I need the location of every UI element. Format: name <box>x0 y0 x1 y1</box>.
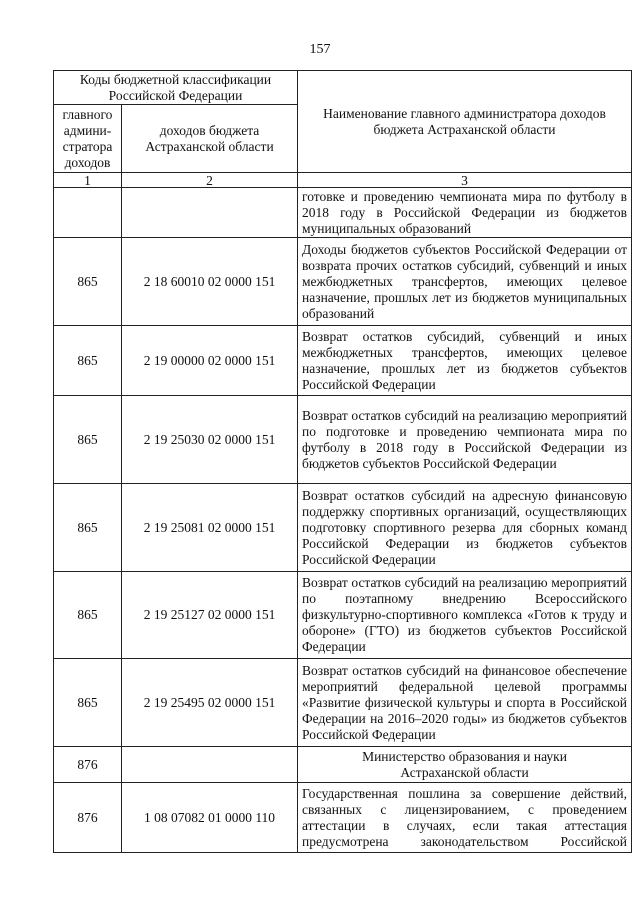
admin-code: 865 <box>54 396 122 484</box>
admin-code: 865 <box>54 572 122 659</box>
table-row <box>54 659 632 747</box>
table-row <box>54 188 632 238</box>
income-name: Доходы бюджетов субъектов Российской Федерации от возврата прочих остатков субсидий, субвенций и иных межбюджетных трансфертов, имеющих целевое назначение, прошлых лет из бюджетов муниципальных образований <box>298 238 632 326</box>
header-num-3: 3 <box>298 173 632 188</box>
page-number: 157 <box>309 42 331 57</box>
income-code: 1 08 07082 01 0000 110 <box>122 783 298 853</box>
income-name: Возврат остатков субсидий на реализацию мероприятий по поэтапному внедрению Всероссийского физкультурно-спортивного комплекса «Готов к труду и обороне» (ГТО) из бюджетов субъектов Российской Федерации <box>298 572 632 659</box>
header-num-1: 1 <box>54 173 122 188</box>
header-num-2: 2 <box>122 173 298 188</box>
admin-code: 865 <box>54 238 122 326</box>
admin-code: 865 <box>54 326 122 396</box>
income-code: 2 19 25081 02 0000 151 <box>122 484 298 572</box>
admin-code: 876 <box>54 747 122 783</box>
table-row <box>54 484 632 572</box>
table-row <box>54 326 632 396</box>
income-name: Возврат остатков субсидий на финансовое обеспечение мероприятий федеральной целевой программы «Развитие физической культуры и спорта в Российской Федерации на 2016–2020 годы» из бюджетов субъектов Российской Федерации <box>298 659 632 747</box>
header-name-column: Наименование главного администратора доходов бюджета Астраханской области <box>298 71 632 173</box>
income-code: 2 19 25030 02 0000 151 <box>122 396 298 484</box>
admin-code: 876 <box>54 783 122 853</box>
header-income-column: доходов бюджета Астраханской области <box>122 105 298 173</box>
income-code: 2 19 25127 02 0000 151 <box>122 572 298 659</box>
budget-codes-table <box>53 70 632 853</box>
income-name: Министерство образования и науки Астраханской области <box>298 747 632 783</box>
admin-code: 865 <box>54 484 122 572</box>
income-code: 2 18 60010 02 0000 151 <box>122 238 298 326</box>
table-row <box>54 238 632 326</box>
income-name: Возврат остатков субсидий на реализацию мероприятий по подготовке и проведению чемпионата мира по футболу в 2018 году в Российской Федерации из бюджетов субъектов Российской Федерации <box>298 396 632 484</box>
header-admin-column: главного админи-стратора доходов <box>54 105 122 173</box>
header-group-title: Коды бюджетной классификации Российской Федерации <box>54 71 298 105</box>
income-name: Возврат остатков субсидий на адресную финансовую поддержку спортивных организаций, осуществляющих подготовку спортивного резерва для сборных команд Российской Федерации из бюджетов субъектов Российской Федерации <box>298 484 632 572</box>
income-name: готовке и проведению чемпионата мира по футболу в 2018 году в Российской Федерации из бюджетов муниципальных образований <box>298 188 632 238</box>
table-row <box>54 572 632 659</box>
table-row <box>54 747 632 783</box>
table-row <box>54 396 632 484</box>
admin-code: 865 <box>54 659 122 747</box>
income-code <box>122 747 298 783</box>
table-row <box>54 783 632 853</box>
income-name: Государственная пошлина за совершение действий, связанных с лицензированием, с проведением аттестации в случаях, если такая аттестация предусмотрена законодательством Российской <box>298 783 632 853</box>
income-code <box>122 188 298 238</box>
income-code: 2 19 25495 02 0000 151 <box>122 659 298 747</box>
header-numbers-row <box>54 173 632 188</box>
admin-code <box>54 188 122 238</box>
header-row-group <box>54 71 632 105</box>
income-code: 2 19 00000 02 0000 151 <box>122 326 298 396</box>
income-name: Возврат остатков субсидий, субвенций и иных межбюджетных трансфертов, имеющих целевое назначение, прошлых лет из бюджетов субъектов Российской Федерации <box>298 326 632 396</box>
